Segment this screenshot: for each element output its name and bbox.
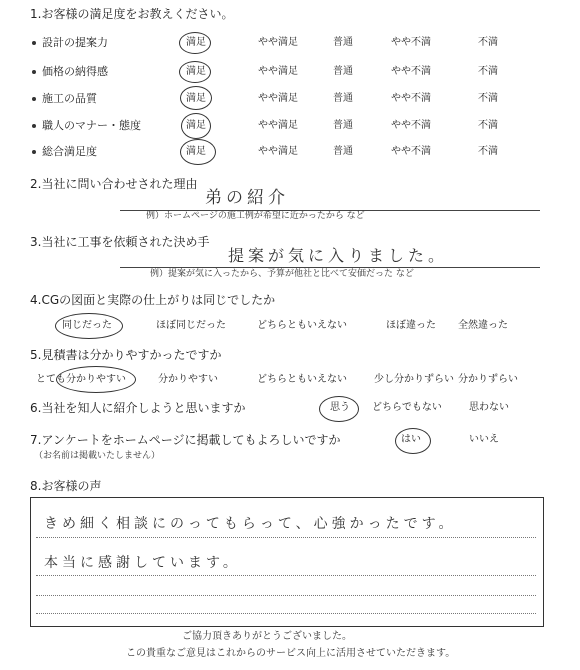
q1-option[interactable]: 満足 [186, 146, 206, 157]
q7-option[interactable]: いいえ [469, 434, 499, 445]
q6-option[interactable]: 思う [330, 402, 350, 413]
q2-handwritten-answer: 弟の紹介 [205, 188, 289, 208]
q3-handwritten-answer: 提案が気に入りました。 [228, 246, 449, 265]
q5-title: 5.見積書は分かりやすかったですか [30, 348, 222, 362]
q1-option[interactable]: 不満 [478, 66, 498, 77]
q4-option[interactable]: 同じだった [62, 320, 112, 331]
q1-option[interactable]: やや不満 [391, 37, 431, 48]
selection-circle [55, 313, 123, 339]
footer-message: この貴重なご意見はこれからのサービス向上に活用させていただきます。 [126, 648, 456, 659]
voice-line-1: きめ細く相談にのってもらって、心強かったです。 [44, 516, 457, 532]
q7-note: （お名前は掲載いたしません） [34, 451, 161, 461]
ruled-line [36, 595, 536, 596]
q1-option[interactable]: 普通 [333, 37, 353, 48]
q1-option[interactable]: 不満 [478, 146, 498, 157]
q1-option[interactable]: 満足 [186, 66, 206, 77]
q1-option[interactable]: 満足 [186, 93, 206, 104]
ruled-line [36, 575, 536, 576]
q5-option[interactable]: 分かりやすい [158, 374, 218, 385]
q7-title: 7.アンケートをホームページに掲載してもよろしいですか [30, 433, 341, 447]
bullet [32, 124, 36, 128]
q1-option[interactable]: やや満足 [258, 146, 298, 157]
answer-underline [120, 267, 540, 268]
q2-title: 2.当社に問い合わせされた理由 [30, 177, 198, 191]
q1-option[interactable]: 満足 [186, 120, 206, 131]
bullet [32, 41, 36, 45]
selection-circle [179, 61, 211, 83]
q1-option[interactable]: やや不満 [391, 93, 431, 104]
q1-option[interactable]: やや満足 [258, 93, 298, 104]
q1-row-label: 総合満足度 [42, 145, 97, 158]
q2-example: 例）ホームページの施工例が希望に近かったから など [146, 211, 365, 221]
q4-option[interactable]: どちらともいえない [257, 320, 347, 331]
q4-title: 4.CGの図面と実際の仕上がりは同じでしたか [30, 293, 276, 307]
q5-option[interactable]: 少し分かりずらい [374, 374, 454, 385]
q5-option[interactable]: どちらともいえない [257, 374, 347, 385]
voice-line-2: 本当に感謝しています。 [44, 555, 241, 571]
ruled-line [36, 613, 536, 614]
q8-title: 8.お客様の声 [30, 479, 102, 493]
q6-title: 6.当社を知人に紹介しようと思いますか [30, 401, 246, 415]
footer-thanks: ご協力頂きありがとうございました。 [182, 631, 352, 642]
selection-circle [395, 428, 431, 454]
selection-circle [180, 86, 212, 110]
q1-option[interactable]: やや満足 [258, 37, 298, 48]
q4-option[interactable]: 全然違った [458, 320, 508, 331]
q1-option[interactable]: 普通 [333, 66, 353, 77]
q1-option[interactable]: 不満 [478, 37, 498, 48]
q5-option[interactable]: とても分かりやすい [36, 374, 126, 385]
q1-option[interactable]: 普通 [333, 146, 353, 157]
bullet [32, 97, 36, 101]
q1-option[interactable]: 普通 [333, 120, 353, 131]
q1-row-label: 施工の品質 [42, 92, 97, 105]
q1-option[interactable]: やや不満 [391, 146, 431, 157]
selection-circle [56, 366, 136, 393]
q1-option[interactable]: 不満 [478, 120, 498, 131]
q1-option[interactable]: やや不満 [391, 120, 431, 131]
q4-option[interactable]: ほぼ違った [386, 320, 436, 331]
q4-option[interactable]: ほぼ同じだった [156, 320, 226, 331]
q1-row-label: 職人のマナー・態度 [42, 119, 141, 132]
ruled-line [36, 537, 536, 538]
q3-title: 3.当社に工事を依頼された決め手 [30, 235, 210, 249]
q1-option[interactable]: 不満 [478, 93, 498, 104]
q3-example: 例）提案が気に入ったから、予算が他社と比べて安価だった など [150, 269, 414, 279]
bullet [32, 150, 36, 154]
q6-option[interactable]: どちらでもない [372, 402, 442, 413]
q6-option[interactable]: 思わない [469, 402, 509, 413]
selection-circle [180, 139, 216, 165]
q1-option[interactable]: やや不満 [391, 66, 431, 77]
q1-option[interactable]: 普通 [333, 93, 353, 104]
q7-option[interactable]: はい [401, 434, 421, 445]
selection-circle [319, 396, 359, 422]
selection-circle [179, 32, 211, 54]
q5-option[interactable]: 分かりずらい [458, 374, 518, 385]
selection-circle [181, 113, 211, 139]
q1-option[interactable]: やや満足 [258, 66, 298, 77]
q1-row-label: 設計の提案力 [42, 36, 108, 49]
q1-option[interactable]: 満足 [186, 37, 206, 48]
q1-title: 1.お客様の満足度をお教えください。 [30, 7, 234, 21]
q1-option[interactable]: やや満足 [258, 120, 298, 131]
bullet [32, 70, 36, 74]
q1-row-label: 価格の納得感 [42, 65, 108, 78]
